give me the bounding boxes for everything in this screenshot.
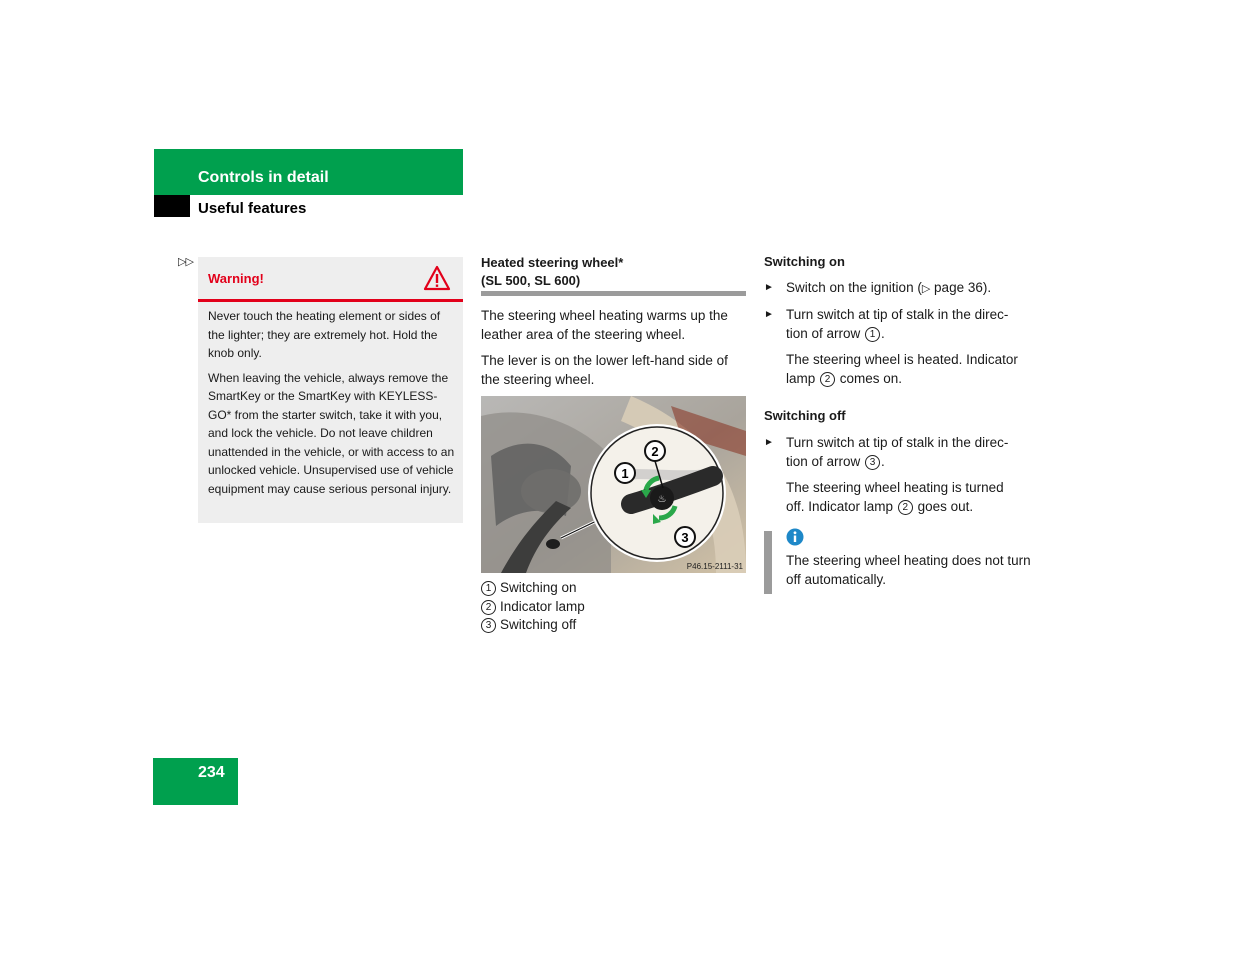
heading-line: Heated steering wheel* — [481, 255, 624, 270]
result-text: goes out. — [913, 498, 974, 514]
warning-triangle-icon — [423, 265, 451, 291]
step-text: Switch on the ignition ( — [786, 280, 922, 295]
callout-1 — [615, 463, 635, 483]
callout-label: 1 — [621, 466, 629, 481]
switching-off-heading: Switching off — [764, 408, 846, 423]
legend-label: Switching off — [500, 617, 577, 633]
heated-steering-heading — [481, 254, 746, 290]
callout-label: 2 — [651, 444, 659, 459]
legend-label: Switching on — [500, 580, 577, 595]
bullet-arrow-icon: ► — [764, 309, 774, 320]
result-text: The steering wheel heating is turned — [786, 480, 1004, 495]
callout-label: 3 — [681, 530, 689, 545]
legend-number: 3 — [481, 618, 496, 633]
callout-2 — [645, 441, 665, 461]
info-icon — [786, 528, 804, 546]
warning-title: Warning! — [208, 271, 264, 286]
lamp-number: 2 — [898, 500, 913, 515]
result-on — [786, 351, 1031, 388]
warning-header — [198, 257, 463, 302]
subsection-title: Useful features — [198, 200, 307, 217]
step-text: Turn switch at tip of stalk in the direc- — [786, 307, 1009, 322]
result-off — [786, 479, 1031, 516]
steering-wheel-illustration — [481, 396, 746, 573]
result-text: The steering wheel is heated. Indicator — [786, 352, 1018, 367]
step-text: . — [881, 453, 885, 469]
warning-paragraph: When leaving the vehicle, always remove the SmartKey or the SmartKey with KEYLESS-GO* from the starter switch, take it with you, and lock the vehicle. Do not leave children unattended in the vehicle, or with access to an unlocked vehicle. Unsupervised use of vehicle equipment may cause serious personal injury. — [208, 370, 455, 496]
step-turn-on — [764, 306, 1029, 343]
result-text: comes on. — [836, 370, 903, 386]
step-text: Turn switch at tip of stalk in the direc- — [786, 435, 1009, 450]
step-text: tion of arrow — [786, 453, 865, 469]
page-number: 234 — [198, 764, 225, 781]
step-text: tion of arrow — [786, 325, 865, 341]
step-ignition — [764, 279, 1029, 299]
section-title: Controls in detail — [198, 169, 329, 186]
warning-body — [208, 307, 458, 504]
continued-mark: ▷▷ — [178, 256, 193, 268]
step-turn-off — [764, 434, 1029, 471]
bullet-arrow-icon: ► — [764, 282, 774, 293]
legend-item — [481, 616, 746, 635]
step-text: page 36). — [930, 280, 992, 295]
steering-wheel-figure — [481, 396, 746, 573]
callout-3 — [675, 527, 695, 547]
warning-box — [198, 257, 463, 523]
warning-paragraph: Never touch the heating element or sides of the lighter; they are extremely hot. Hold the knob only. — [208, 309, 441, 360]
result-text: lamp — [786, 370, 820, 386]
bullet-arrow-icon: ► — [764, 437, 774, 448]
arrow-number: 3 — [865, 455, 880, 470]
subsection-marker — [154, 195, 190, 217]
result-text: off. Indicator lamp — [786, 498, 897, 514]
heading-rule — [481, 291, 746, 296]
page-number-box — [153, 758, 238, 805]
switching-on-heading: Switching on — [764, 254, 845, 269]
page-ref-icon: ▷ — [921, 283, 931, 295]
figure-code: P46.15-2111-31 — [686, 562, 743, 571]
arrow-number: 1 — [865, 327, 880, 342]
lamp-number: 2 — [820, 372, 835, 387]
figure-legend — [481, 579, 746, 635]
info-bar — [764, 531, 772, 594]
legend-label: Indicator lamp — [500, 598, 585, 614]
legend-number: 1 — [481, 581, 496, 596]
legend-item — [481, 579, 746, 598]
svg-text:♨: ♨ — [657, 494, 667, 505]
intro-paragraph: The steering wheel heating warms up the leather area of the steering wheel. — [481, 308, 728, 342]
info-note: The steering wheel heating does not turn off automatically. — [786, 553, 1031, 587]
legend-item — [481, 598, 746, 617]
legend-number: 2 — [481, 600, 496, 615]
heading-line: (SL 500, SL 600) — [481, 273, 581, 288]
step-text: . — [881, 325, 885, 341]
lever-location-paragraph: The lever is on the lower left-hand side of the steering wheel. — [481, 353, 728, 387]
